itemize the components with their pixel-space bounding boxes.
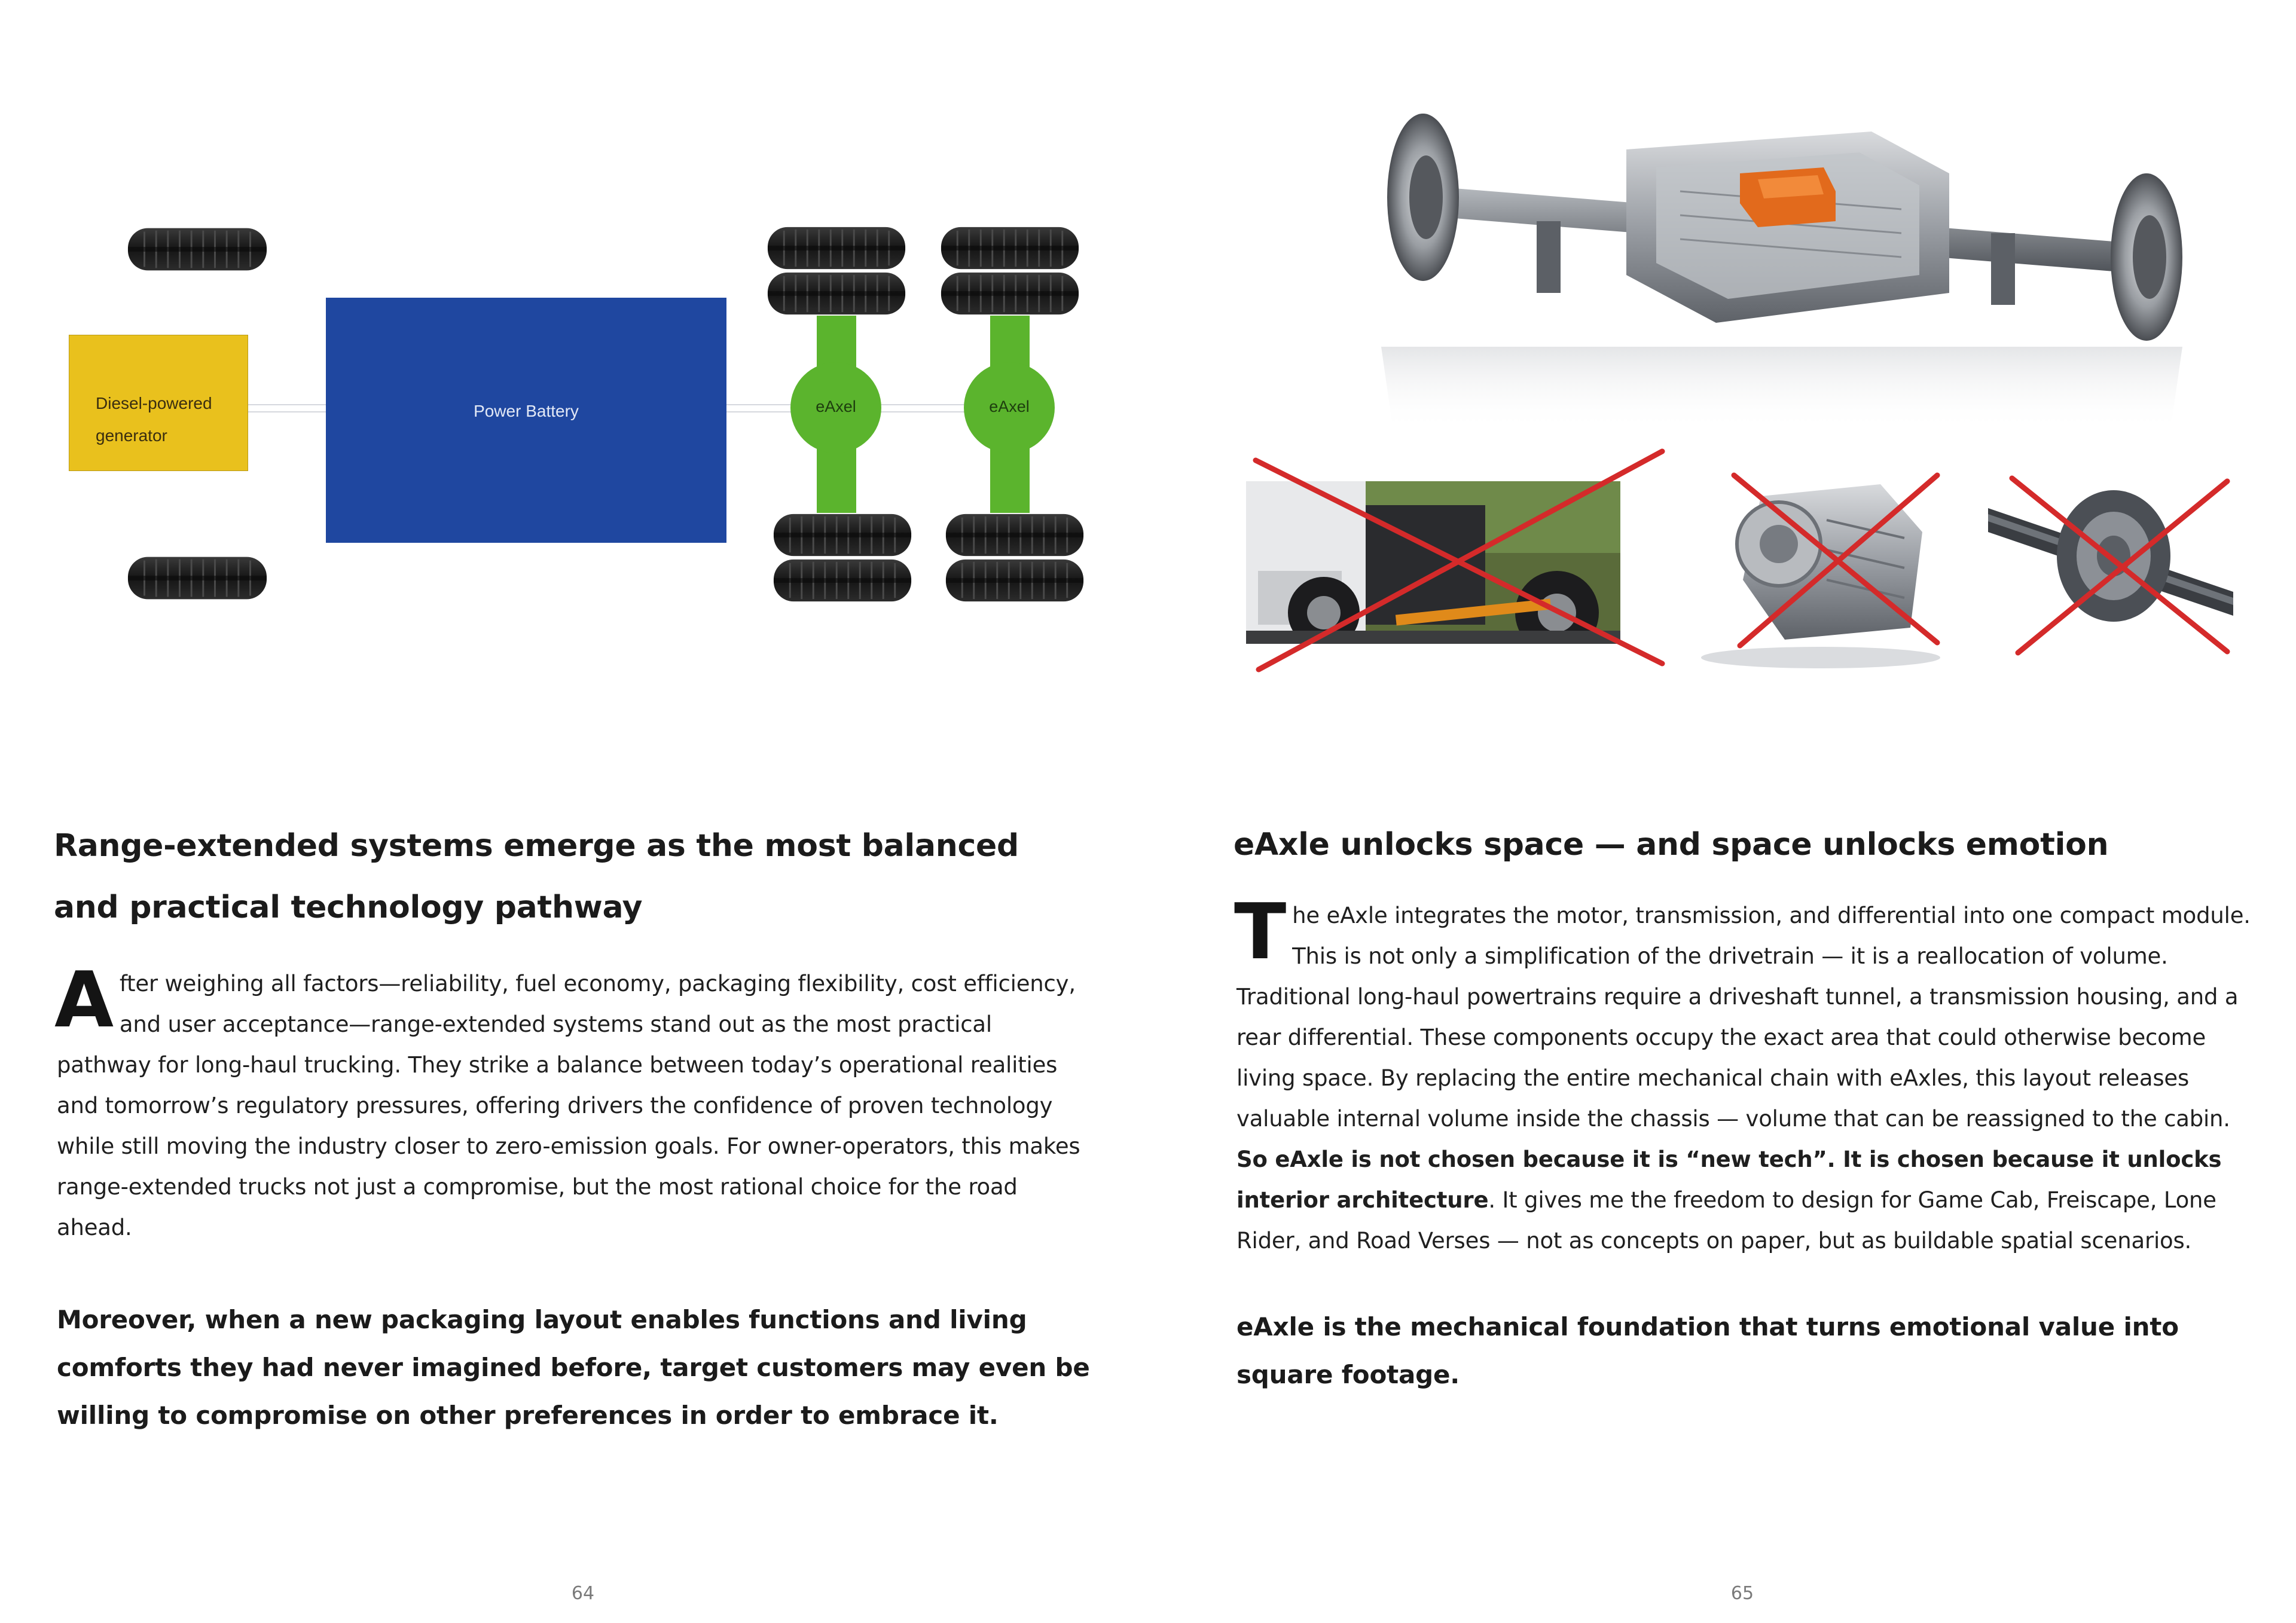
eaxle-label: eAxel	[989, 398, 1030, 415]
front-tire-top	[127, 225, 268, 274]
driveshaft-photo	[1246, 481, 1620, 644]
right-body-tail: . It gives me the freedom to design for Game Cab, Freiscape, Lone Rider, and Road Verses — not as concepts on paper, but as buildable spatial scenarios.	[1236, 1187, 2216, 1254]
dropcap: A	[54, 956, 114, 1045]
rear-tire	[771, 557, 914, 604]
right-body-paragraph	[1234, 888, 2265, 1261]
left-body-paragraph	[54, 956, 1091, 1248]
rear-tire	[944, 512, 1086, 558]
connector-line	[248, 404, 326, 412]
right-body-text: he eAxle integrates the motor, transmission, and differential into one compact module. This is not only a simplification of the drivetrain — it is a reallocation of volume. Traditional long-haul powertrains require a driveshaft tunnel, a transmission housing, and a rear differential. These components occupy the exact area that could otherwise become living space. By replacing the entire mechanical chain with eAxles, this layout releases valuable internal volume inside the chassis — volume that can be reassigned to the cabin.	[1236, 903, 2251, 1132]
rear-tire	[771, 512, 914, 558]
left-heading-line-1: Range-extended systems emerge as the most balanced	[54, 828, 1019, 864]
eaxle-label: eAxel	[816, 398, 856, 415]
page-number-right: 65	[1730, 1583, 1754, 1604]
left-emphasis-paragraph: Moreover, when a new packaging layout enables functions and living comforts they had never imagined before, target customers may even be willing to compromise on other preferences in order to embrace it.	[57, 1305, 1090, 1430]
page-number-left: 64	[571, 1583, 595, 1604]
rear-tire	[765, 225, 908, 271]
differential-photo	[1988, 466, 2233, 664]
rear-tire	[939, 225, 1081, 271]
right-body-bold: So eAxle is not chosen because it is “new tech”. It is chosen because it unlocks interior architecture	[1236, 1147, 2222, 1213]
rear-tire	[765, 270, 908, 317]
rear-tire	[939, 270, 1081, 317]
eaxle-photo	[1345, 96, 2218, 442]
left-heading-line-2: and practical technology pathway	[54, 890, 643, 925]
power-battery-label: Power Battery	[474, 402, 579, 420]
rear-tire	[944, 557, 1086, 604]
front-tire-bottom	[127, 554, 268, 603]
right-heading: eAxle unlocks space — and space unlocks emotion	[1234, 827, 2109, 863]
generator-label: Diesel-powered generator	[96, 394, 212, 445]
dropcap: T	[1234, 888, 1287, 977]
left-body-text: fter weighing all factors—reliability, fuel economy, packaging flexibility, cost efficiency, and user acceptance—range-extended systems stand out as the most practical pathway for long-haul trucking. They strike a balance between today’s operational realities and tomorrow’s regulatory pressures, offering drivers the confidence of proven technology while still moving the industry closer to zero-emission goals. For owner-operators, this makes range-extended trucks not just a compromise, but the most rational choice for the road ahead.	[57, 971, 1080, 1240]
right-emphasis-paragraph: eAxle is the mechanical foundation that turns emotional value into square footage.	[1236, 1312, 2179, 1389]
drivetrain-diagram	[60, 215, 1106, 610]
transmission-photo	[1683, 460, 1958, 670]
